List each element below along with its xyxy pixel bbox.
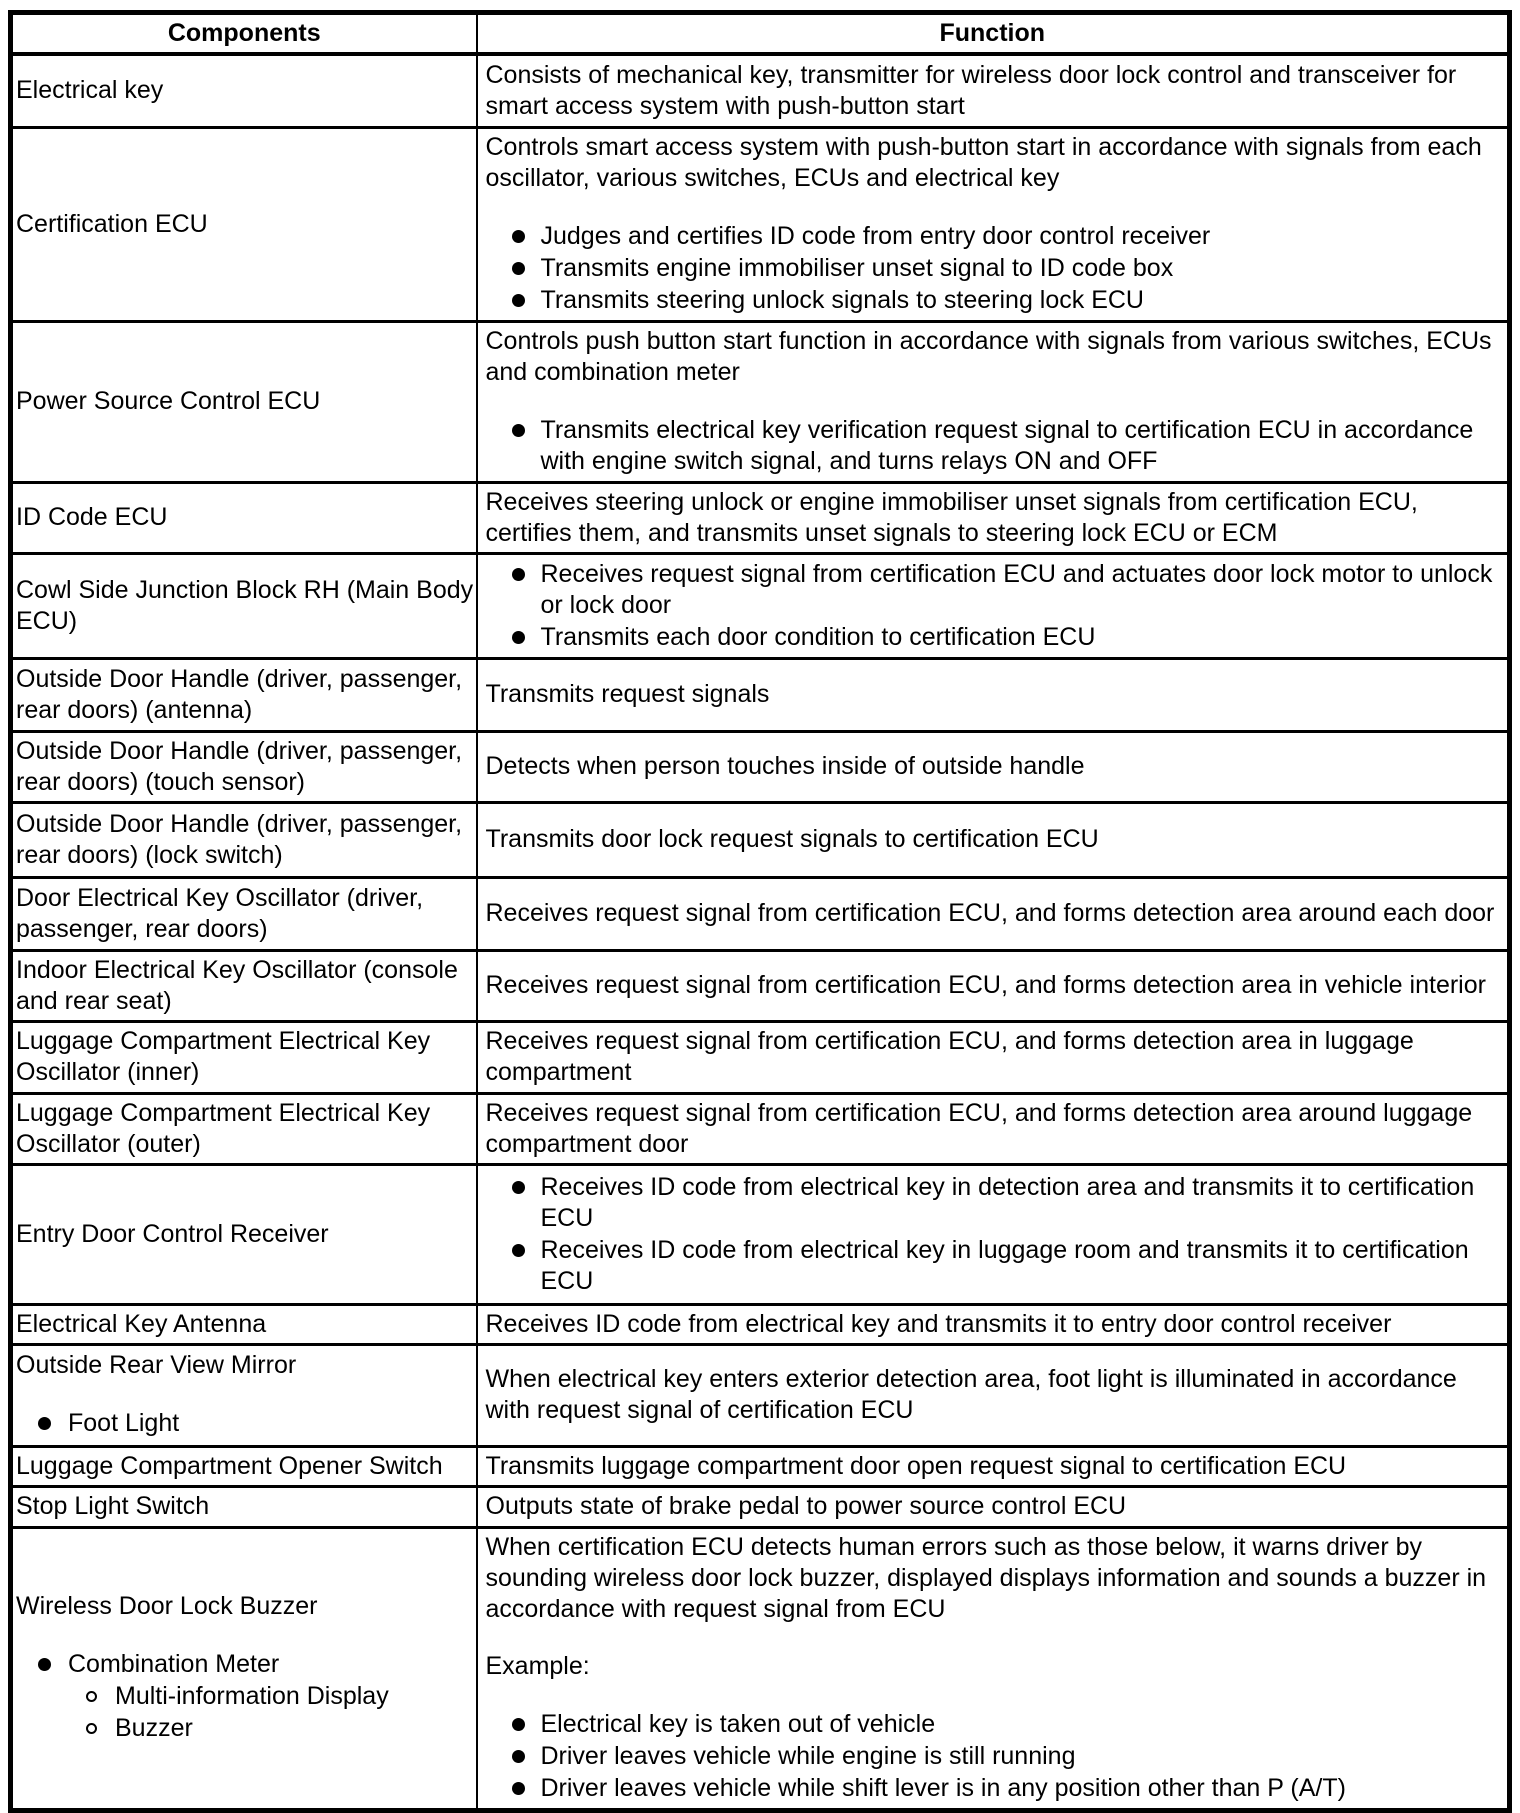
- table-row: [11, 1486, 1510, 1527]
- paragraph: Outputs state of brake pedal to power source control ECU: [485, 1492, 1127, 1520]
- function-cell: [477, 1021, 1510, 1093]
- component-cell: [11, 1446, 477, 1486]
- paragraph: Consists of mechanical key, transmitter for wireless door lock control and transceiver for smart access system with push-button start: [485, 60, 1457, 120]
- paragraph: Controls push button start function in accordance with signals from various switches, ECUs and combination meter: [485, 326, 1492, 386]
- blank-line-spacer: [486, 1682, 1508, 1708]
- paragraph: Stop Light Switch: [16, 1492, 210, 1520]
- component-cell: [11, 553, 477, 658]
- paragraph: Receives steering unlock or engine immobiliser unset signals from certification ECU, certifies them, and transmits unset signals to steering lock ECU or ECM: [485, 487, 1418, 547]
- bullet-item: [486, 221, 1508, 252]
- table-header-row: [11, 13, 1510, 55]
- filled-bullet-icon: [38, 1658, 51, 1671]
- paragraph: Electrical key: [16, 76, 164, 105]
- function-column-header: Function: [477, 13, 1510, 55]
- function-cell: [477, 1164, 1510, 1304]
- filled-bullet-icon: [512, 230, 525, 243]
- table-row: [11, 482, 1510, 553]
- bullet-text: Receives request signal from certification ECU and actuates door lock motor to unlock or lock door: [540, 559, 1493, 619]
- function-cell: [477, 731, 1510, 802]
- bullet-item: [486, 622, 1508, 653]
- filled-bullet-icon: [512, 1782, 525, 1795]
- bullet-text: Transmits electrical key verification request signal to certification ECU in accordance with engine switch signal, and turns relays ON and OFF: [540, 415, 1474, 475]
- component-cell: [11, 1093, 477, 1164]
- paragraph: When electrical key enters exterior detection area, foot light is illuminated in accordance with request signal of certification ECU: [485, 1365, 1457, 1424]
- paragraph: Luggage Compartment Electrical Key Oscillator (outer): [16, 1098, 431, 1158]
- table-row: [11, 1093, 1510, 1164]
- component-cell: [11, 127, 477, 321]
- blank-line-spacer: [486, 1625, 1508, 1651]
- component-cell: [11, 658, 477, 731]
- blank-line-spacer: [16, 1381, 474, 1407]
- bullet-text: Buzzer: [115, 1714, 193, 1742]
- table-row: [11, 658, 1510, 731]
- table-row: [11, 877, 1510, 950]
- bullet-text: Transmits steering unlock signals to steering lock ECU: [540, 285, 1144, 314]
- function-cell: [477, 1093, 1510, 1164]
- table-row: [11, 1446, 1510, 1486]
- filled-bullet-icon: [512, 294, 525, 307]
- paragraph: Indoor Electrical Key Oscillator (console and rear seat): [16, 955, 458, 1015]
- function-cell: [477, 950, 1510, 1021]
- paragraph: Luggage Compartment Electrical Key Oscillator (inner): [16, 1027, 431, 1086]
- filled-bullet-icon: [512, 568, 525, 581]
- hollow-bullet-icon: [86, 1691, 97, 1702]
- bullet-text: Foot Light: [68, 1409, 180, 1437]
- component-cell: [11, 1164, 477, 1304]
- component-cell: [11, 877, 477, 950]
- bullet-text: Receives ID code from electrical key in detection area and transmits it to certification ECU: [540, 1172, 1475, 1232]
- function-cell: [477, 54, 1510, 127]
- function-cell: [477, 321, 1510, 482]
- function-cell: [477, 553, 1510, 658]
- filled-bullet-icon: [512, 631, 525, 644]
- paragraph: Transmits request signals: [485, 680, 770, 708]
- function-cell: [477, 1304, 1510, 1344]
- table-row: [11, 1304, 1510, 1344]
- paragraph: Outside Door Handle (driver, passenger, rear doors) (touch sensor): [16, 736, 463, 796]
- paragraph: Entry Door Control Receiver: [16, 1219, 329, 1248]
- bullet-item: [486, 253, 1508, 284]
- paragraph: Transmits luggage compartment door open request signal to certification ECU: [485, 1451, 1347, 1480]
- table-row: [11, 802, 1510, 877]
- component-cell: [11, 950, 477, 1021]
- paragraph: Transmits door lock request signals to certification ECU: [485, 825, 1099, 853]
- paragraph: Example:: [485, 1651, 590, 1680]
- paragraph: Outside Door Handle (driver, passenger, rear doors) (antenna): [16, 664, 463, 724]
- component-cell: [11, 1021, 477, 1093]
- function-cell: [477, 802, 1510, 877]
- paragraph: Detects when person touches inside of outside handle: [485, 752, 1085, 780]
- function-cell: [477, 658, 1510, 731]
- bullet-text: Electrical key is taken out of vehicle: [540, 1709, 936, 1738]
- paragraph: Electrical Key Antenna: [16, 1309, 267, 1338]
- component-cell: [11, 802, 477, 877]
- bullet-text: Receives ID code from electrical key in luggage room and transmits it to certification ECU: [540, 1235, 1469, 1295]
- table-row: [11, 1021, 1510, 1093]
- bullet-item: [486, 1773, 1508, 1804]
- bullet-item: [486, 415, 1508, 477]
- table-row: [11, 321, 1510, 482]
- bullet-text: Transmits engine immobiliser unset signal to ID code box: [540, 253, 1174, 282]
- filled-bullet-icon: [38, 1417, 51, 1430]
- bullet-text: Driver leaves vehicle while engine is still running: [540, 1741, 1076, 1770]
- paragraph: Controls smart access system with push-button start in accordance with signals from each oscillator, various switches, ECUs and electrical key: [485, 132, 1482, 192]
- paragraph: Power Source Control ECU: [16, 387, 321, 415]
- table-row: [11, 731, 1510, 802]
- function-cell: [477, 1486, 1510, 1527]
- component-cell: [11, 482, 477, 553]
- table-row: [11, 950, 1510, 1021]
- paragraph: Receives request signal from certification ECU, and forms detection area in luggage compartment: [485, 1027, 1414, 1086]
- sub-bullet-item: [16, 1681, 474, 1712]
- components-column-header: Components: [11, 13, 477, 55]
- paragraph: Cowl Side Junction Block RH (Main Body ECU): [16, 575, 474, 635]
- paragraph: Outside Door Handle (driver, passenger, rear doors) (lock switch): [16, 809, 463, 869]
- paragraph: Receives request signal from certification ECU, and forms detection area around luggage compartment door: [485, 1098, 1473, 1158]
- bullet-item: [486, 1741, 1508, 1772]
- blank-line-spacer: [16, 1622, 474, 1648]
- hollow-bullet-icon: [86, 1723, 97, 1734]
- component-cell: [11, 731, 477, 802]
- function-cell: [477, 127, 1510, 321]
- table-row: [11, 1164, 1510, 1304]
- component-cell: [11, 1527, 477, 1810]
- paragraph: ID Code ECU: [16, 503, 168, 531]
- filled-bullet-icon: [512, 1181, 525, 1194]
- paragraph: Certification ECU: [16, 209, 208, 238]
- function-cell: [477, 482, 1510, 553]
- bullet-text: Combination Meter: [68, 1650, 280, 1678]
- bullet-item: [16, 1649, 474, 1680]
- bullet-item: [486, 1709, 1508, 1740]
- filled-bullet-icon: [512, 1244, 525, 1257]
- component-cell: [11, 321, 477, 482]
- function-cell: [477, 1527, 1510, 1810]
- blank-line-spacer: [486, 388, 1508, 414]
- components-function-table: [8, 10, 1512, 1813]
- filled-bullet-icon: [512, 424, 525, 437]
- table-row: [11, 127, 1510, 321]
- bullet-item: [16, 1408, 474, 1439]
- bullet-item: [486, 1172, 1508, 1234]
- paragraph: Luggage Compartment Opener Switch: [16, 1451, 443, 1480]
- sub-bullet-item: [16, 1713, 474, 1744]
- filled-bullet-icon: [512, 262, 525, 275]
- bullet-item: [486, 285, 1508, 316]
- paragraph: Outside Rear View Mirror: [16, 1351, 297, 1379]
- filled-bullet-icon: [512, 1750, 525, 1763]
- bullet-item: [486, 1235, 1508, 1297]
- filled-bullet-icon: [512, 1718, 525, 1731]
- bullet-text: Transmits each door condition to certification ECU: [540, 622, 1096, 651]
- table-row: [11, 1527, 1510, 1810]
- component-cell: [11, 1304, 477, 1344]
- component-cell: [11, 54, 477, 127]
- bullet-text: Driver leaves vehicle while shift lever is in any position other than P (A/T): [540, 1773, 1346, 1802]
- paragraph: When certification ECU detects human errors such as those below, it warns driver by sounding wireless door lock buzzer, displayed displays information and sounds a buzzer in accordance with request signal from ECU: [485, 1532, 1487, 1623]
- paragraph: Receives ID code from electrical key and transmits it to entry door control receiver: [485, 1309, 1392, 1338]
- bullet-item: [486, 559, 1508, 621]
- paragraph: Receives request signal from certification ECU, and forms detection area around each door: [485, 899, 1495, 927]
- paragraph: Door Electrical Key Oscillator (driver, passenger, rear doors): [16, 883, 424, 943]
- paragraph: Wireless Door Lock Buzzer: [16, 1592, 318, 1620]
- component-cell: [11, 1486, 477, 1527]
- function-cell: [477, 1446, 1510, 1486]
- bullet-text: Judges and certifies ID code from entry door control receiver: [540, 221, 1211, 250]
- table-row: [11, 54, 1510, 127]
- table-row: [11, 1344, 1510, 1446]
- table-row: [11, 553, 1510, 658]
- function-cell: [477, 877, 1510, 950]
- function-cell: [477, 1344, 1510, 1446]
- paragraph: Receives request signal from certification ECU, and forms detection area in vehicle interior: [485, 971, 1486, 999]
- component-cell: [11, 1344, 477, 1446]
- blank-line-spacer: [486, 194, 1508, 220]
- bullet-text: Multi-information Display: [115, 1682, 389, 1710]
